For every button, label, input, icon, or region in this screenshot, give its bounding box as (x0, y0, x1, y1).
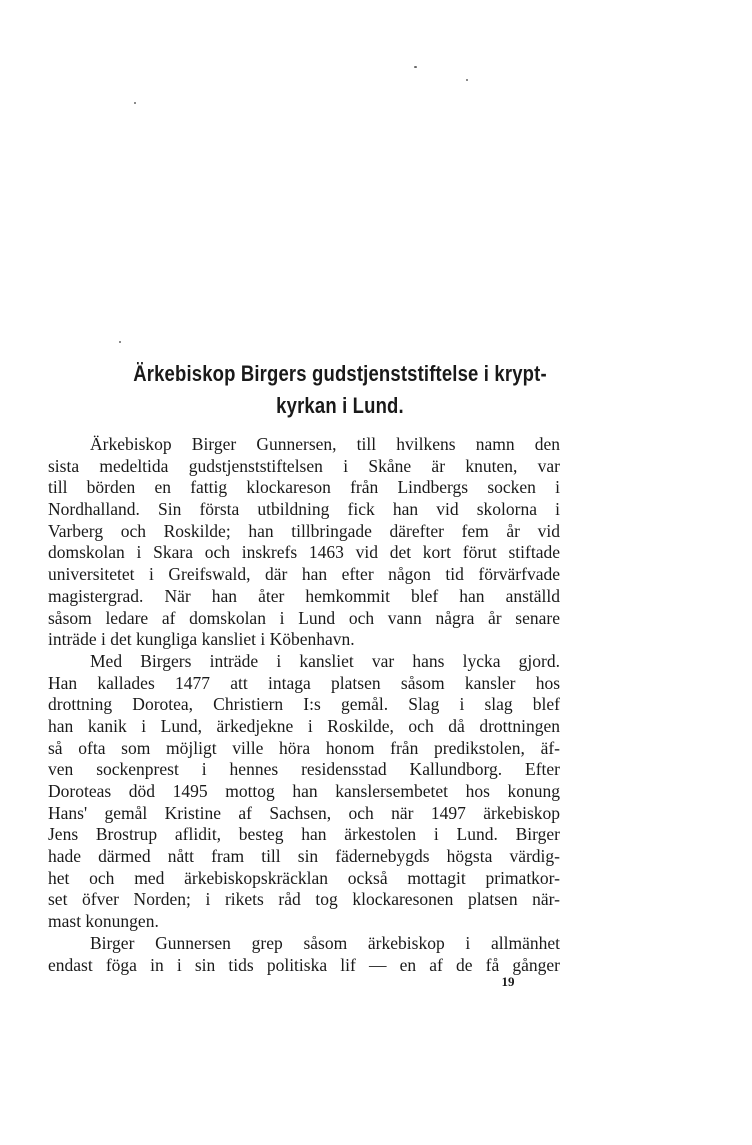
page-title (88, 358, 592, 422)
paragraph-line: set öfver Norden; i rikets råd tog klockaresonen platsen när- (48, 889, 560, 910)
paragraph-line: Jens Brostrup aflidit, besteg han ärkestolen i Lund. Birger (48, 824, 560, 845)
paragraph-line: mast konungen. (48, 911, 159, 932)
paragraph-line: het och med ärkebiskopskräcklan också mottagit primatkor- (48, 867, 560, 888)
paragraph-line: Med Birgers inträde i kansliet var hans lycka gjord. (90, 650, 560, 671)
paragraph-line: ven sockenprest i hennes residensstad Kallundborg. Efter (48, 759, 560, 780)
paragraph-line: magistergrad. När han åter hemkommit blef han anställd (48, 585, 560, 606)
scan-speck (119, 341, 121, 343)
paragraph-line: Ärkebiskop Birger Gunnersen, till hvilkens namn den (90, 434, 560, 454)
paragraph-line: till börden en fattig klockareson från Lindbergs socken i (48, 477, 560, 498)
paragraph-line: hade därmed nått fram till sin fädernebygds högsta värdig- (48, 846, 560, 867)
paragraph-line: domskolan i Skara och inskrefs 1463 vid det kort förut stiftade (48, 542, 560, 563)
paragraph-line: Birger Gunnersen grep såsom ärkebiskop i allmänhet (90, 932, 560, 953)
paragraph-line: Han kallades 1477 att intaga platsen såsom kansler hos (48, 672, 560, 693)
title-line: kyrkan i Lund. (276, 393, 404, 418)
paragraph-line: Doroteas död 1495 mottog han kanslersembetet hos konung (48, 781, 560, 801)
paragraph-line: Hans' gemål Kristine af Sachsen, och när 1497 ärkebiskop (48, 802, 560, 823)
paragraph-line: inträde i det kungliga kansliet i Köbenhavn. (48, 629, 355, 650)
page-number: 19 (501, 974, 515, 989)
paragraph-line: Varberg och Roskilde; han tillbringade därefter fem år vid (48, 520, 560, 541)
paragraph-line: såsom ledare af domskolan i Lund och vann några år senare (48, 607, 560, 628)
title-line: Ärkebiskop Birgers gudstjenststiftelse i krypt- (133, 361, 547, 386)
scan-speck (466, 79, 468, 81)
paragraph-line: universitetet i Greifswald, där han efter någon tid förvärfvade (48, 564, 560, 585)
paragraph-line: så ofta som möjligt ville höra honom från predikstolen, äf- (48, 737, 560, 758)
paragraph-line: sista medeltida gudstjenststiftelsen i Skåne är knuten, var (48, 455, 560, 476)
scan-speck (134, 102, 136, 104)
body-text (48, 434, 560, 976)
paragraph-line: drottning Dorotea, Christiern I:s gemål. Slag i slag blef (48, 694, 560, 715)
paragraph-line: Nordhalland. Sin första utbildning fick han vid skolorna i (48, 499, 560, 520)
paragraph-line: endast föga in i sin tids politiska lif — en af de få gånger (48, 954, 560, 975)
scan-speck (414, 66, 417, 68)
paragraph-line: han kanik i Lund, ärkedjekne i Roskilde, och då drottningen (48, 715, 560, 736)
